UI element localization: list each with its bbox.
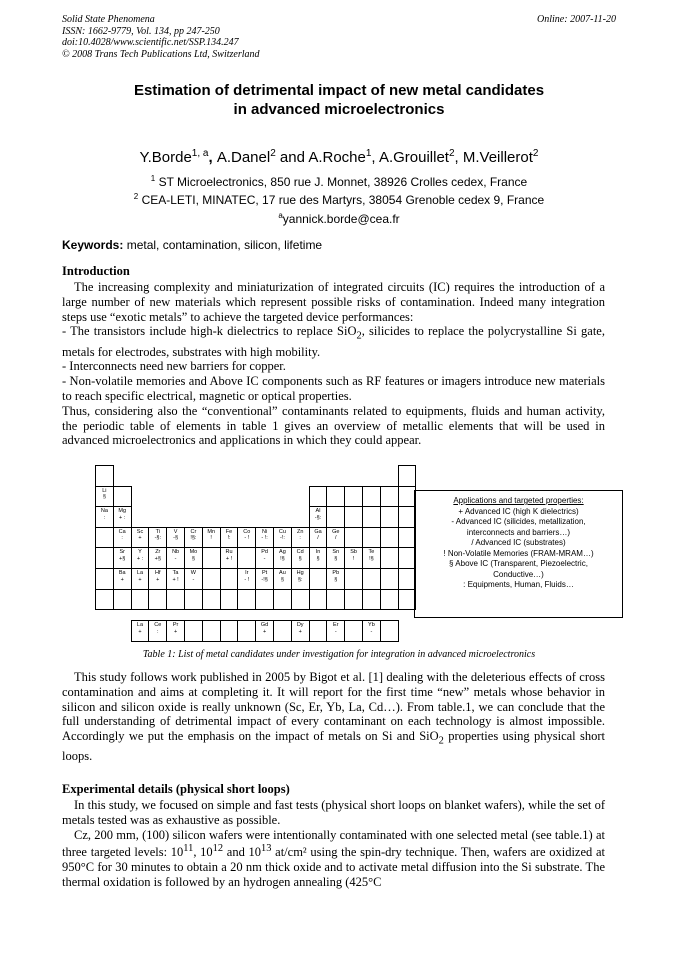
element-cell-ta bbox=[166, 568, 185, 590]
author-sep: , bbox=[208, 149, 217, 166]
element-cell-empty bbox=[220, 568, 239, 590]
paragraph-text: This study follows work published in 2005 by Bigot et al. [1] dealing with the deleterious effects of cross contamination and aims at completing it. It will report for the first time “new” metals whose behavior in silicon and silicon oxide is really unknown (Sc, Er, Yb, La, Cd…). From table.1, we can conclude that the full understanding of detrimental impact of every contaminant on each technology is almost impossible. Accordingly we put the emphasis on the impact of metals on Si and SiO bbox=[62, 670, 605, 744]
element-cell-empty bbox=[220, 620, 239, 642]
element-cell-au bbox=[273, 568, 292, 590]
element-cell-mn bbox=[202, 527, 221, 549]
element-marks: / bbox=[317, 535, 319, 542]
element-cell-sn bbox=[326, 547, 345, 569]
element-symbol: Co bbox=[243, 528, 251, 535]
element-marks: + bbox=[138, 628, 142, 635]
author-list bbox=[62, 144, 616, 168]
element-marks: ! bbox=[352, 555, 355, 562]
element-marks: -§: bbox=[154, 535, 161, 542]
element-symbol: Pr bbox=[172, 622, 179, 629]
element-marks: - bbox=[334, 628, 337, 635]
element-cell-empty bbox=[273, 589, 292, 611]
element-cell-empty bbox=[380, 506, 399, 528]
element-marks: -§ bbox=[173, 535, 179, 542]
element-cell-pd bbox=[255, 547, 274, 569]
element-cell-empty bbox=[362, 486, 381, 508]
element-cell-ce bbox=[148, 620, 167, 642]
element-symbol: Zn bbox=[296, 528, 304, 535]
element-symbol: Cd bbox=[296, 549, 304, 556]
element-symbol: Ga bbox=[314, 528, 322, 535]
legend-item: : Equipments, Human, Fluids… bbox=[463, 580, 574, 589]
legend-item: § Above IC (Transparent, Piezoelectric, bbox=[449, 559, 588, 568]
element-cell-in bbox=[309, 547, 328, 569]
author-sup: 1 bbox=[365, 148, 372, 159]
element-cell-na bbox=[95, 506, 114, 528]
journal-copyright: © 2008 Trans Tech Publications Ltd, Switzerland bbox=[62, 48, 260, 60]
element-symbol: Ir bbox=[245, 570, 249, 576]
element-cell-empty bbox=[273, 620, 292, 642]
affiliation-text: CEA-LETI, MINATEC, 17 rue des Martyrs, 38054 Grenoble cedex 9, France bbox=[138, 193, 545, 207]
element-symbol: Pt bbox=[261, 570, 268, 576]
element-symbol: Pd bbox=[261, 549, 268, 556]
element-cell-empty bbox=[148, 589, 167, 611]
element-symbol: In bbox=[315, 549, 321, 556]
keywords bbox=[62, 238, 322, 253]
element-marks: + bbox=[120, 576, 124, 583]
element-marks: +§ bbox=[154, 555, 161, 562]
element-cell-fe bbox=[220, 527, 239, 549]
element-marks: § bbox=[316, 555, 320, 562]
element-cell-gd bbox=[255, 620, 274, 642]
element-symbol: La bbox=[136, 622, 144, 629]
title-line: Estimation of detrimental impact of new metal candidates bbox=[133, 82, 545, 99]
element-symbol: Cr bbox=[190, 528, 197, 535]
element-symbol: Dy bbox=[296, 622, 304, 629]
element-cell-cd bbox=[291, 547, 310, 569]
paragraph-text: , 10 bbox=[193, 845, 213, 860]
element-marks: / bbox=[335, 535, 337, 542]
bullet-item: - Non-volatile memories and Above IC components such as RF features or imagers introduce new materials to reach specific electrical, magnetic or optical properties. bbox=[62, 374, 605, 404]
element-cell-cr bbox=[184, 527, 203, 549]
element-cell-la bbox=[131, 568, 150, 590]
element-marks: - bbox=[174, 555, 177, 562]
element-cell-empty bbox=[362, 568, 381, 590]
legend-item: + Advanced IC (high K dielectrics) bbox=[458, 506, 579, 516]
author-sep: , bbox=[454, 149, 463, 166]
element-cell-empty bbox=[380, 568, 399, 590]
element-marks: + ! bbox=[225, 555, 233, 562]
element-symbol: Ta bbox=[172, 570, 179, 576]
bullet-item: - Interconnects need new barriers for copper. bbox=[62, 359, 286, 374]
element-symbol: Mg bbox=[118, 508, 127, 515]
element-cell-ag bbox=[273, 547, 292, 569]
element-cell-ba bbox=[113, 568, 132, 590]
author-sup: 2 bbox=[448, 148, 455, 159]
element-cell-ti bbox=[148, 527, 167, 549]
journal-doi: doi:10.4028/www.scientific.net/SSP.134.247 bbox=[62, 37, 239, 48]
element-cell-empty bbox=[202, 568, 221, 590]
element-cell-empty bbox=[166, 589, 185, 611]
element-cell-ga bbox=[309, 527, 328, 549]
element-symbol: La bbox=[136, 570, 144, 576]
author-sup: 2 bbox=[532, 148, 539, 159]
element-cell-empty bbox=[326, 506, 345, 528]
element-marks: §: bbox=[297, 576, 303, 583]
element-marks: § bbox=[191, 555, 195, 562]
element-cell-empty bbox=[309, 589, 328, 611]
element-cell-ni bbox=[255, 527, 274, 549]
element-marks: + bbox=[173, 628, 178, 635]
element-cell-empty bbox=[344, 506, 363, 528]
element-marks: - ! bbox=[244, 576, 250, 583]
element-cell-empty bbox=[344, 527, 363, 549]
element-marks: - !: bbox=[261, 535, 268, 542]
element-cell-empty bbox=[362, 506, 381, 528]
element-cell-empty bbox=[309, 568, 328, 590]
element-marks: !§ bbox=[369, 555, 374, 562]
element-cell-empty bbox=[309, 620, 328, 642]
affiliation bbox=[62, 171, 616, 190]
element-symbol: Mo bbox=[189, 549, 198, 556]
element-cell-w bbox=[184, 568, 203, 590]
element-cell-yb bbox=[362, 620, 381, 642]
element-symbol: Hg bbox=[296, 570, 304, 576]
element-cell-empty bbox=[95, 527, 114, 549]
element-symbol: Fe bbox=[225, 528, 233, 535]
element-marks: !§: bbox=[190, 535, 197, 542]
element-marks: + bbox=[138, 535, 142, 542]
table-caption: Table 1: List of metal candidates under investigation for integration in advanced microelectronics bbox=[142, 649, 536, 660]
element-cell-empty bbox=[220, 589, 239, 611]
element-cell-empty bbox=[326, 589, 345, 611]
element-cell-te bbox=[362, 547, 381, 569]
author-name: A.Grouillet bbox=[378, 149, 449, 166]
element-cell-empty bbox=[344, 568, 363, 590]
element-cell-sr bbox=[113, 547, 132, 569]
element-cell-empty bbox=[291, 589, 310, 611]
journal-header bbox=[62, 14, 260, 60]
paragraph: The increasing complexity and miniaturization of integrated circuits (IC) requires the introduction of a large number of new materials which represent possible risks of contamination. Indeed many integration steps use “exotic metals” to achieve the targeted device performances: bbox=[62, 280, 605, 324]
paragraph-text: Cz, 200 mm, (100) silicon wafers were intentionally contaminated with one selected metal (see table.1) at three targeted levels: 10 bbox=[62, 827, 605, 860]
element-cell-v bbox=[166, 527, 185, 549]
bullet-text: , silicides to replace the polycrystalline Si gate, metals for electrodes, substrates with high mobility. bbox=[62, 324, 605, 359]
element-cell-empty bbox=[326, 486, 345, 508]
paragraph: In this study, we focused on simple and fast tests (physical short loops on blanket wafers), while the set of metals tested was as exhaustive as possible. bbox=[62, 798, 605, 827]
element-marks: : bbox=[157, 628, 159, 635]
legend-item: - Advanced IC (silicides, metallization, bbox=[451, 517, 586, 526]
element-cell-ca bbox=[113, 527, 132, 549]
element-cell-sc bbox=[131, 527, 150, 549]
author-name: M.Veillerot bbox=[462, 149, 533, 166]
element-marks: +§ bbox=[119, 555, 126, 562]
title-line: in advanced microelectronics bbox=[233, 101, 445, 118]
element-cell-empty bbox=[184, 620, 203, 642]
element-marks: - bbox=[370, 628, 373, 635]
element-symbol: Au bbox=[279, 570, 286, 576]
superscript: 12 bbox=[212, 843, 224, 855]
element-symbol: Na bbox=[100, 508, 108, 515]
element-cell-hf bbox=[148, 568, 167, 590]
element-symbol: Sc bbox=[136, 528, 144, 535]
author-sep: , bbox=[371, 149, 379, 166]
element-cell-la bbox=[131, 620, 150, 642]
element-cell-empty bbox=[309, 486, 328, 508]
element-symbol: Al bbox=[315, 508, 321, 515]
email bbox=[62, 208, 616, 227]
author-name: A.Roche bbox=[308, 149, 366, 166]
element-symbol: Mn bbox=[207, 528, 216, 535]
journal-issn: ISSN: 1662-9779, Vol. 134, pp 247-250 bbox=[62, 25, 220, 37]
element-marks: - bbox=[192, 576, 195, 583]
element-cell-zr bbox=[148, 547, 167, 569]
element-cell-empty bbox=[184, 589, 203, 611]
element-cell-empty bbox=[237, 589, 256, 611]
element-symbol: Nb bbox=[172, 549, 180, 556]
element-cell-empty bbox=[344, 486, 363, 508]
element-cell-al bbox=[309, 506, 328, 528]
paragraph-text: properties using physical short loops. bbox=[62, 729, 605, 764]
element-marks: + : bbox=[136, 555, 144, 562]
element-marks: + bbox=[156, 576, 160, 583]
affiliation-text: ST Microelectronics, 850 rue J. Monnet, 38926 Crolles cedex, France bbox=[155, 175, 528, 189]
element-cell-empty bbox=[380, 527, 399, 549]
element-marks: -!§ bbox=[261, 576, 268, 583]
element-cell-empty bbox=[380, 486, 399, 508]
keywords-label: Keywords: bbox=[62, 238, 124, 252]
element-cell-empty bbox=[237, 547, 256, 569]
element-symbol: W bbox=[190, 570, 196, 576]
paper-title bbox=[62, 81, 616, 119]
legend-item: / Advanced IC (substrates) bbox=[471, 538, 566, 547]
element-symbol: Yb bbox=[368, 622, 375, 629]
element-symbol: Gd bbox=[260, 622, 269, 629]
paragraph-text: and 10 bbox=[223, 845, 262, 860]
element-marks: - ! bbox=[244, 535, 250, 542]
element-cell-empty bbox=[202, 547, 221, 569]
element-symbol: Sn bbox=[332, 549, 340, 556]
element-marks: § bbox=[334, 555, 338, 562]
element-cell-empty bbox=[344, 620, 363, 642]
element-cell-empty bbox=[344, 589, 363, 611]
element-cell-hg bbox=[291, 568, 310, 590]
legend-item: Conductive…) bbox=[493, 569, 544, 579]
element-cell-pt bbox=[255, 568, 274, 590]
paragraph-text: at/cm² using the spin-dry technique. Then, wafers are oxidized at 950°C for 30 minutes to obtain a 20 nm thick oxide and to activate metal diffusion into the Si substrate. The thermal oxidation is followed by an hydrogen annealing (425°C bbox=[62, 845, 606, 890]
element-cell-empty bbox=[255, 589, 274, 611]
paragraph: Thus, considering also the “conventional” contaminants related to equipments, fluids and human activity, the periodic table of elements in table 1 gives an overview of metallic elements that will be used in advanced microelectronics and applications in which they could appear. bbox=[62, 403, 605, 448]
element-symbol: Ni bbox=[261, 528, 268, 535]
element-symbol: Te bbox=[368, 549, 375, 556]
legend-title: Applications and targeted properties: bbox=[453, 496, 584, 505]
element-cell-empty bbox=[95, 568, 114, 590]
element-marks: + bbox=[298, 628, 302, 635]
legend-item: ! Non-Volatile Memories (FRAM-MRAM…) bbox=[443, 548, 594, 558]
element-marks: : bbox=[121, 535, 123, 542]
affiliation bbox=[62, 189, 616, 208]
author-name: Y.Borde bbox=[139, 149, 192, 166]
element-cell-mo bbox=[184, 547, 203, 569]
element-cell-pr bbox=[166, 620, 185, 642]
superscript: 13 bbox=[261, 843, 272, 855]
element-symbol: Ti bbox=[155, 528, 160, 535]
element-cell-empty bbox=[202, 620, 221, 642]
element-cell-cu bbox=[273, 527, 292, 549]
element-symbol: Sb bbox=[350, 549, 357, 556]
element-cell-empty bbox=[237, 620, 256, 642]
subscript: 2 bbox=[438, 735, 444, 747]
element-cell-empty bbox=[113, 486, 132, 508]
introduction-text bbox=[62, 280, 605, 448]
element-cell-zn bbox=[291, 527, 310, 549]
paragraph bbox=[62, 670, 605, 764]
element-cell-empty bbox=[380, 620, 399, 642]
online-date: Online: 2007-11-20 bbox=[537, 14, 616, 25]
author-name: A.Danel bbox=[216, 149, 271, 166]
element-cell-li bbox=[95, 486, 114, 508]
element-cell-empty bbox=[398, 465, 417, 487]
keywords-text: metal, contamination, silicon, lifetime bbox=[123, 238, 323, 252]
element-cell-empty bbox=[380, 589, 399, 611]
element-marks: + ! bbox=[172, 576, 179, 583]
element-symbol: Ag bbox=[279, 549, 286, 556]
email-text: yannick.borde@cea.fr bbox=[282, 212, 400, 226]
element-symbol: Pb bbox=[332, 570, 340, 576]
element-cell-empty bbox=[95, 589, 114, 611]
email-sup: a bbox=[278, 211, 283, 220]
section-heading-introduction: Introduction bbox=[62, 264, 130, 278]
journal-name: Solid State Phenomena bbox=[62, 14, 155, 25]
element-cell-ir bbox=[237, 568, 256, 590]
element-symbol: V bbox=[173, 528, 178, 535]
author-sup: 1, a bbox=[191, 148, 209, 159]
element-cell-sb bbox=[344, 547, 363, 569]
element-marks: -!: bbox=[279, 535, 285, 542]
bullet-item bbox=[62, 324, 605, 359]
element-symbol: Cu bbox=[278, 528, 286, 535]
study-text bbox=[62, 670, 605, 764]
element-marks: § bbox=[334, 576, 338, 583]
superscript: 11 bbox=[183, 843, 194, 855]
element-cell-mg bbox=[113, 506, 132, 528]
element-marks: : bbox=[103, 514, 106, 521]
element-cell-ru bbox=[220, 547, 239, 569]
paragraph bbox=[62, 828, 605, 890]
element-cell-empty bbox=[380, 547, 399, 569]
element-symbol: Ge bbox=[332, 528, 340, 535]
element-marks: - bbox=[263, 555, 266, 562]
element-cell-empty bbox=[131, 589, 150, 611]
affiliation-sup: 1 bbox=[150, 174, 156, 183]
element-cell-co bbox=[237, 527, 256, 549]
element-cell-dy bbox=[291, 620, 310, 642]
experimental-text bbox=[62, 798, 605, 890]
author-sep: and bbox=[275, 149, 309, 166]
element-symbol: Ce bbox=[154, 622, 162, 629]
element-symbol: Ba bbox=[118, 570, 126, 576]
element-symbol: Hf bbox=[155, 570, 161, 576]
bullet-text: - The transistors include high-k dielectrics to replace SiO bbox=[62, 324, 357, 339]
element-marks: !§ bbox=[280, 555, 285, 562]
element-symbol: Er bbox=[333, 622, 339, 629]
element-symbol: Zr bbox=[155, 549, 161, 556]
element-marks: -§: bbox=[314, 514, 322, 521]
element-marks: § bbox=[298, 555, 302, 562]
element-marks: !: bbox=[227, 535, 231, 542]
element-cell-empty bbox=[95, 465, 114, 487]
author-sup: 2 bbox=[270, 148, 276, 159]
element-marks: + : bbox=[119, 514, 126, 521]
element-symbol: Sr bbox=[119, 549, 125, 556]
element-cell-ge bbox=[326, 527, 345, 549]
element-symbol: Y bbox=[138, 549, 142, 556]
applications-legend bbox=[414, 490, 623, 618]
element-marks: : bbox=[299, 535, 301, 542]
element-marks: § bbox=[102, 494, 106, 501]
element-cell-empty bbox=[113, 589, 132, 611]
affiliation-sup: 2 bbox=[133, 192, 139, 201]
element-symbol: Li bbox=[102, 487, 107, 494]
element-cell-empty bbox=[202, 589, 221, 611]
element-cell-empty bbox=[95, 547, 114, 569]
element-marks: ! bbox=[210, 535, 212, 542]
element-cell-y bbox=[131, 547, 150, 569]
element-cell-empty bbox=[362, 589, 381, 611]
element-marks: + bbox=[262, 628, 267, 635]
element-marks: § bbox=[280, 576, 284, 583]
element-cell-nb bbox=[166, 547, 185, 569]
element-cell-empty bbox=[362, 527, 381, 549]
element-symbol: Ru bbox=[225, 549, 233, 556]
element-marks: + bbox=[138, 576, 142, 583]
legend-item: interconnects and barriers…) bbox=[466, 527, 571, 537]
element-cell-er bbox=[326, 620, 345, 642]
section-heading-experimental: Experimental details (physical short loops) bbox=[62, 782, 290, 796]
subscript: 2 bbox=[356, 330, 362, 342]
element-symbol: Ca bbox=[118, 528, 126, 535]
element-cell-pb bbox=[326, 568, 345, 590]
